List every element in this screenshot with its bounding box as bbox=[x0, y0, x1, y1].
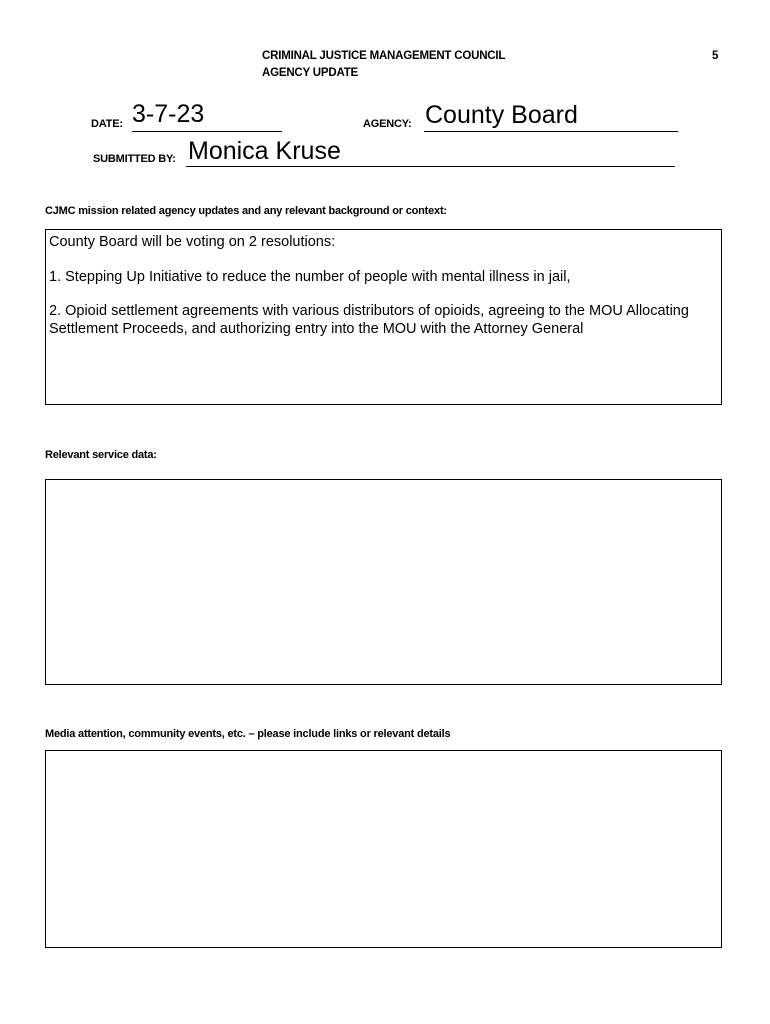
page-number: 5 bbox=[712, 50, 719, 62]
media-textbox[interactable] bbox=[45, 750, 722, 948]
form-subtitle: AGENCY UPDATE bbox=[262, 67, 359, 79]
date-label: DATE: bbox=[91, 118, 123, 130]
mission-paragraph: 2. Opioid settlement agreements with various distributors of opioids, agreeing to the MOU Allocating Settlement Proceeds, and authorizing entry into the MOU with the Attorney General bbox=[49, 303, 689, 337]
form-title: CRIMINAL JUSTICE MANAGEMENT COUNCIL bbox=[262, 50, 506, 62]
date-field[interactable]: 3-7-23 bbox=[132, 100, 205, 128]
mission-paragraph: County Board will be voting on 2 resolutions: bbox=[49, 234, 336, 250]
form-header bbox=[262, 48, 505, 82]
mission-text bbox=[49, 234, 715, 355]
media-section-label: Media attention, community events, etc. – please include links or relevant details bbox=[45, 728, 451, 740]
mission-textbox[interactable] bbox=[45, 229, 722, 405]
submitted-by-underline bbox=[186, 166, 675, 167]
agency-underline bbox=[424, 131, 678, 132]
service-data-label: Relevant service data: bbox=[45, 449, 157, 461]
agency-field[interactable]: County Board bbox=[425, 101, 578, 129]
date-underline bbox=[132, 131, 282, 132]
submitted-by-label: SUBMITTED BY: bbox=[93, 153, 176, 165]
service-data-textbox[interactable] bbox=[45, 479, 722, 685]
submitted-by-field[interactable]: Monica Kruse bbox=[188, 137, 341, 165]
mission-paragraph: 1. Stepping Up Initiative to reduce the number of people with mental illness in jail, bbox=[49, 268, 571, 285]
mission-section-label: CJMC mission related agency updates and any relevant background or context: bbox=[45, 205, 447, 217]
agency-label: AGENCY: bbox=[363, 118, 412, 130]
